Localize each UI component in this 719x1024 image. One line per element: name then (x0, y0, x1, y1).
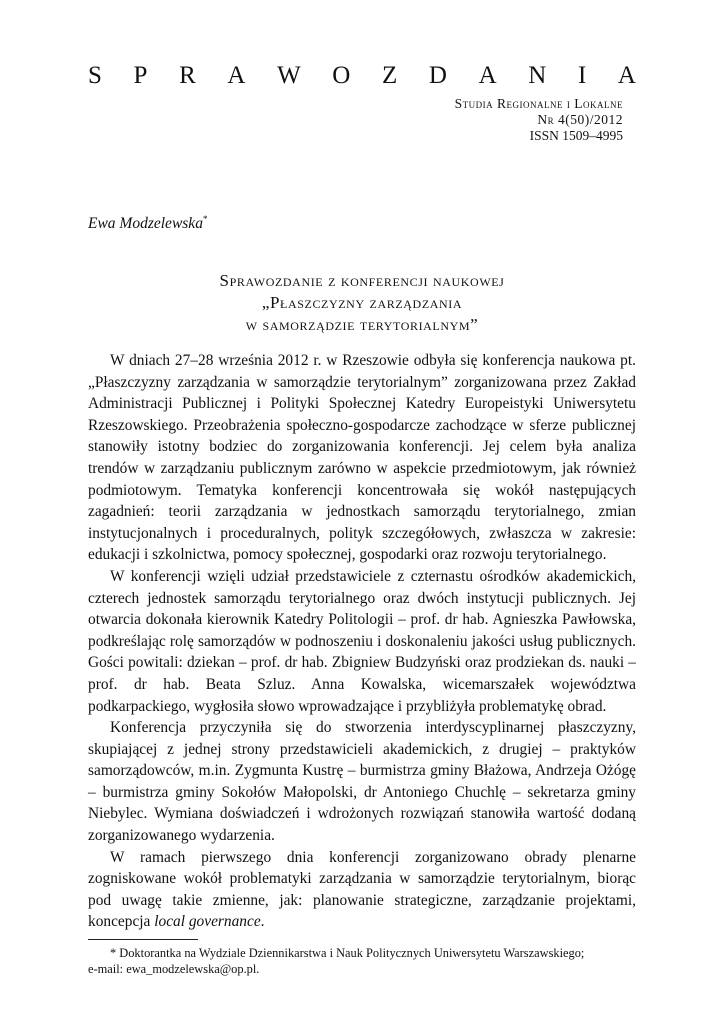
footnote-divider (88, 939, 198, 940)
paragraph: Konferencja przyczyniła się do stworzenia interdyscyplinarnej płaszczyzny, skupiającej z jednej strony przedstawicieli akademickich, z drugiej – praktyków samorządowców, m.in. Zygmunta Kustrę – burmistrza gminy Błażowa, Andrzeja Ożógę – burmistrza gminy Sokołów Małopolski, dr Antoniego Chuchlę – sekretarza gminy Niebylec. Wymiana doświadczeń i wdrożonych rozwiązań stanowiła wartość dodaną zorganizowanego wydarzenia. (88, 719, 636, 845)
author-name: Ewa Modzelewska (88, 215, 203, 233)
section-title-letter: W (277, 62, 301, 89)
footnote-marker: * (202, 214, 208, 224)
author (88, 214, 207, 233)
paragraph-text-end: . (260, 913, 265, 931)
section-title-letter: A (227, 62, 246, 89)
paragraph-text: W ramach pierwszego dnia konferencji zorganizowano obrady plenarne zogniskowane wokół problematyki zarządzania w samorządzie terytorialnym, biorąc pod uwagę takie zmienne, jak: planowanie strategiczne, zarządzanie projektami, koncepcja (88, 848, 636, 931)
paragraph (88, 847, 636, 933)
section-title-letter: Z (381, 62, 398, 89)
footnote-email: e-mail: ewa_modzelewska@op.pl. (88, 962, 260, 976)
title-line-3: w samorządzie terytorialnym” (245, 315, 479, 334)
article-body (88, 350, 636, 933)
section-title-letter: O (332, 62, 351, 89)
section-title-letter: S (88, 62, 102, 89)
paragraph: W konferencji wzięli udział przedstawiciele z czternastu ośrodków akademickich, czterech jednostek samorządu terytorialnego oraz dwóch instytucji publicznych. Jej otwarcia dokonała kierownik Katedry Politologii – prof. dr hab. Agnieszka Pawłowska, podkreślając rolę samorządów w podnoszeniu i doskonaleniu jakości usług publicznych. Gości powitali: dziekan – prof. dr hab. Zbigniew Budzyński oraz prodziekan ds. nauki – prof. dr hab. Beata Szluz. Anna Kowalska, wicemarszałek województwa podkarpackiego, wygłosiła słowo wprowadzające i przybliżyła problematykę obrad. (88, 567, 636, 715)
italic-term: local governance (154, 913, 261, 931)
section-title (88, 62, 636, 90)
section-title-letter: R (179, 62, 196, 89)
footnote-line: * Doktorantka na Wydziale Dziennikarstwa i Nauk Politycznych Uniwersytetu Warszawskiego; (110, 946, 585, 960)
section-title-letter: A (478, 62, 497, 89)
journal-info (455, 96, 623, 144)
section-title-letter: I (577, 62, 587, 89)
section-title-letter: D (428, 62, 447, 89)
section-title-letter: P (133, 62, 148, 89)
section-title-letter: A (617, 62, 636, 89)
title-line-2: „Płaszczyzny zarządzania (261, 293, 463, 312)
journal-issn: ISSN 1509–4995 (529, 128, 623, 143)
title-line-1: Sprawozdanie z konferencji naukowej (219, 271, 505, 290)
article-title (88, 270, 636, 336)
journal-name: Studia Regionalne i Lokalne (454, 96, 623, 111)
paragraph: W dniach 27–28 września 2012 r. w Rzeszowie odbyła się konferencja naukowa pt. „Płaszczyzny zarządzania w samorządzie terytorialnym” zorganizowana przez Zakład Administracji Publicznej i Polityki Społecznej Katedry Europeistyki Uniwersytetu Rzeszowskiego. Przeobrażenia społeczno-gospodarcze zachodzące w sferze publicznej stanowiły istotny bodziec do zorganizowania konferencji. Jej celem była analiza trendów w zarządzaniu publicznym zarówno w aspekcie przedmiotowym, jak również podmiotowym. Tematyka konferencji koncentrowała się wokół następujących zagadnień: teorii zarządzania w jednostkach samorządu terytorialnego, zmian instytucjonalnych i proceduralnych, polityk szczegółowych, zwłaszcza w zakresie: edukacji i szkolnictwa, pomocy społecznej, gospodarki oraz rozwoju terytorialnego. (88, 352, 636, 564)
journal-issue: Nr 4(50)/2012 (537, 112, 623, 127)
footnote (88, 945, 636, 977)
section-title-letter: N (528, 62, 547, 89)
